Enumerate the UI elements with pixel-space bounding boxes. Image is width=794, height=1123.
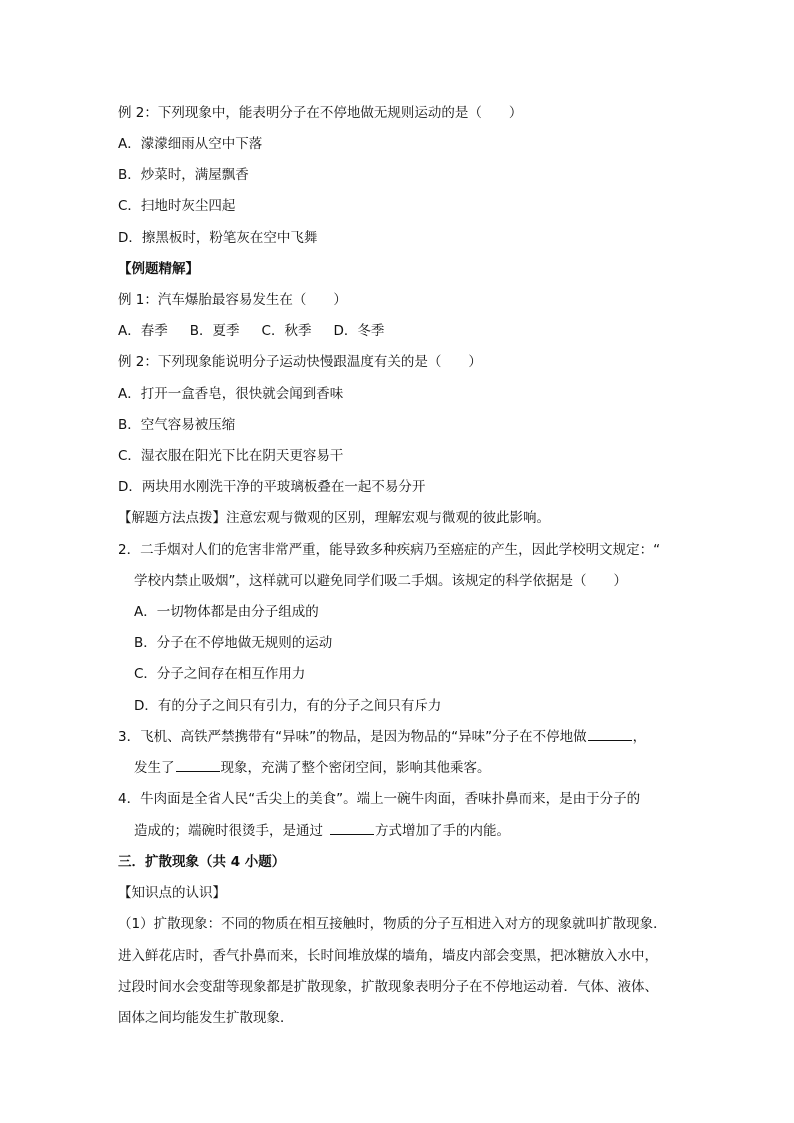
example1-option-c: C．秋季 xyxy=(261,323,312,339)
q3-blank-2[interactable] xyxy=(176,759,220,772)
example1-options xyxy=(118,322,406,340)
example1-option-b: B．夏季 xyxy=(189,323,240,339)
q2-option-b: B．分子在不停地做无规则的运动 xyxy=(134,635,333,651)
q3-line2 xyxy=(134,759,491,777)
section-examples-heading: 【例题精解】 xyxy=(118,261,199,277)
example2b-option-d: D．两块用水刚洗干净的平玻璃板叠在一起不易分开 xyxy=(118,479,426,495)
example2-question: 例 2：下列现象中，能表明分子在不停地做无规则运动的是（ ） xyxy=(118,105,523,121)
knowledge-para-line1: （1）扩散现象：不同的物质在相互接触时，物质的分子互相进入对方的现象就叫扩散现象． xyxy=(118,916,667,932)
q3-line1-text: 3．飞机、高铁严禁携带有“异味”的物品，是因为物品的“异味”分子在不停地做 xyxy=(118,729,587,745)
q3-line2-text-b: 现象，充满了整个密闭空间，影响其他乘客。 xyxy=(220,760,491,776)
example2b-option-b: B．空气容易被压缩 xyxy=(118,417,236,433)
q2-line1: 2．二手烟对人们的危害非常严重，能导致多种疾病乃至癌症的产生，因此学校明文规定：“ xyxy=(118,542,661,558)
knowledge-para-line2: 进入鲜花店时，香气扑鼻而来，长时间堆放煤的墙角，墙皮内部会变黑，把冰糖放入水中， xyxy=(118,948,658,964)
example2b-option-a: A．打开一盒香皂，很快就会闻到香味 xyxy=(118,386,344,402)
example1-option-d: D．冬季 xyxy=(333,323,385,339)
q3-line2-text-a: 发生了 xyxy=(134,760,175,776)
example2-option-b: B．炒菜时，满屋飘香 xyxy=(118,167,249,183)
q2-option-a: A．一切物体都是由分子组成的 xyxy=(134,604,319,620)
q4-line2 xyxy=(134,822,510,840)
q2-option-d: D．有的分子之间只有引力，有的分子之间只有斥力 xyxy=(134,698,442,714)
q4-blank-1[interactable] xyxy=(330,822,374,835)
example2-option-c: C．扫地时灰尘四起 xyxy=(118,198,236,214)
section3-heading: 三．扩散现象（共 4 小题） xyxy=(118,854,286,870)
knowledge-heading: 【知识点的认识】 xyxy=(118,885,226,901)
example2b-option-c: C．湿衣服在阳光下比在阴天更容易干 xyxy=(118,448,344,464)
example2-option-a: A．濛濛细雨从空中下落 xyxy=(118,136,263,152)
q3-blank-1[interactable] xyxy=(588,728,632,741)
q4-line2-text-b: 方式增加了手的内能。 xyxy=(375,823,510,839)
q2-option-c: C．分子之间存在相互作用力 xyxy=(134,666,306,682)
q3-line1-end: ， xyxy=(632,729,647,745)
q2-line2: 学校内禁止吸烟”，这样就可以避免同学们吸二手烟。该规定的科学依据是（ ） xyxy=(134,573,627,589)
example2-option-d: D．擦黑板时，粉笔灰在空中飞舞 xyxy=(118,230,318,246)
q4-line1: 4．牛肉面是全省人民“舌尖上的美食”。端上一碗牛肉面，香味扑鼻而来，是由于分子的 xyxy=(118,791,641,807)
example1-option-a: A．春季 xyxy=(118,323,168,339)
q4-line2-text-a: 造成的；端碗时很烫手，是通过 xyxy=(134,823,323,839)
example1-question: 例 1：汽车爆胎最容易发生在（ ） xyxy=(118,292,347,308)
knowledge-para-line4: 固体之间均能发生扩散现象． xyxy=(118,1010,294,1026)
example2b-question: 例 2：下列现象能说明分子运动快慢跟温度有关的是（ ） xyxy=(118,354,482,370)
knowledge-para-line3: 过段时间水会变甜等现象都是扩散现象，扩散现象表明分子在不停地运动着．气体、液体、 xyxy=(118,979,658,995)
method-tip: 【解题方法点拨】注意宏观与微观的区别，理解宏观与微观的彼此影响。 xyxy=(118,510,550,526)
q3-line1 xyxy=(118,728,646,746)
